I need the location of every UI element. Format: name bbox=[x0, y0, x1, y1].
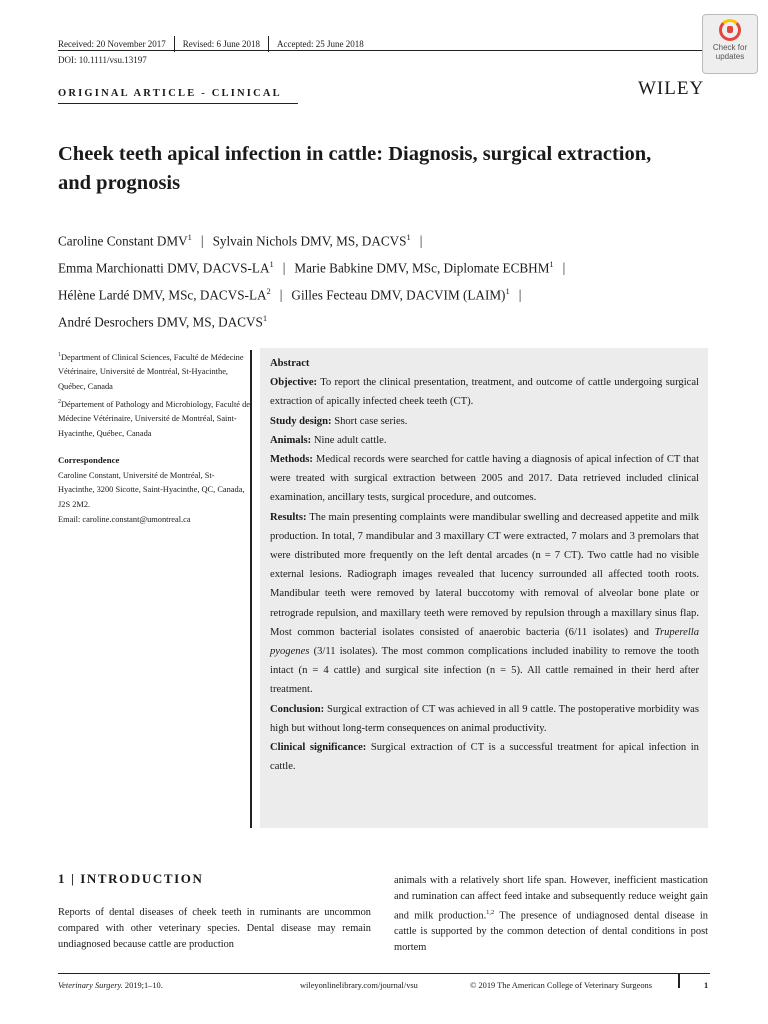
affiliations bbox=[58, 348, 250, 527]
body-text-column-2: animals with a relatively short life span. However, inefficient mastication and rumination can affect feed intake and subsequently reduce weight gain and milk production.$^{1,2}$ The presence of undiagnosed dental disease in cattle is supported by the common detection of dental conditions in post mortem bbox=[394, 875, 708, 954]
affiliation-mark: 1 bbox=[58, 352, 61, 358]
author-separator: | bbox=[200, 233, 204, 249]
abstract-results: Results: The main presenting complaints were mandibular swelling and decreased appetite and milk production. In total, 7 mandibular and 3 maxillary CT were extracted, 7 molars and 3 premolars that were distributed more frequently on the left dental arcades (n = 7 CT). Two cattle had no visible external lesions. Radiograph images revealed that lucency surrounded all affected tooth roots. Mandibular teeth were removed by lateral buccotomy with removal of alveolar bone plate or retrograde repulsion, and maxillary teeth were removed by repulsion through a maxillary sinus flap. Most common bacterial isolates consisted of anaerobic bacteria (6/11 isolates) and Truperella pyogenes (3/11 isolates). The most common complications included inability to remove the tooth intact (n = 4 cattle) and surgical site infection (n = 5). All cattle remained in their herd after treatment. bbox=[270, 511, 699, 696]
crossmark-icon bbox=[719, 19, 741, 41]
author-name[interactable]: Gilles Fecteau DMV, DACVIM (LAIM) bbox=[291, 287, 506, 303]
author-separator: | bbox=[518, 287, 522, 303]
author-name[interactable]: André Desrochers DMV, MS, DACVS bbox=[58, 314, 263, 330]
footer-rule bbox=[58, 973, 710, 974]
check-for-updates-badge[interactable] bbox=[702, 14, 758, 74]
correspondence-address: Caroline Constant, Université de Montréal, St-Hyacinthe, 3200 Sicotte, Saint-Hyacinthe, QC, Canada, J2S 2M2. bbox=[58, 470, 245, 509]
column-divider bbox=[250, 350, 252, 828]
abstract-animals: Animals: Nine adult cattle. bbox=[270, 434, 387, 446]
author-affiliation-mark: 2 bbox=[266, 285, 271, 296]
badge-line-2: updates bbox=[715, 52, 745, 61]
correspondence-heading: Correspondence bbox=[58, 455, 120, 466]
publisher-logo: WILEY bbox=[638, 78, 705, 99]
abstract-objective: Objective: To report the clinical presentation, treatment, and outcome of cattle undergoing surgical extraction of apically infected cheek teeth (CT). bbox=[270, 377, 699, 408]
article-title: Cheek teeth apical infection in cattle: Diagnosis, surgical extraction, and prognosis bbox=[58, 143, 652, 194]
author-line bbox=[58, 307, 718, 334]
author-affiliation-mark: 1 bbox=[187, 232, 192, 242]
abstract-significance: Clinical significance: Surgical extraction of CT is a successful treatment for apical infection in cattle. bbox=[270, 742, 699, 773]
page-number: 1 bbox=[704, 981, 709, 990]
header-rule bbox=[58, 50, 710, 51]
citation-reference[interactable]: 1,2 bbox=[486, 909, 495, 916]
affiliation-1 bbox=[58, 348, 250, 395]
abstract-heading: Abstract bbox=[270, 358, 310, 369]
accepted-date: Accepted: 25 June 2018 bbox=[276, 39, 364, 49]
affiliation-mark: 2 bbox=[58, 398, 61, 405]
author-affiliation-mark: 1 bbox=[549, 258, 554, 269]
author-line bbox=[58, 253, 718, 280]
author-name[interactable]: Caroline Constant DMV bbox=[58, 233, 188, 249]
revised-date: Revised: 6 June 2018 bbox=[182, 39, 260, 49]
abstract-box bbox=[260, 348, 708, 828]
abstract-methods: Methods: Medical records were searched for cattle having a diagnosis of apical infection of CT that were treated with surgical extraction between 2005 and 2017. Data retrieved included clinical examination, ancillary tests, surgical procedure, and outcomes. bbox=[270, 454, 700, 504]
affiliation-2 bbox=[58, 395, 250, 442]
author-separator: | bbox=[562, 260, 566, 276]
author-affiliation-mark: 1 bbox=[269, 258, 274, 269]
footer-url[interactable]: wileyonlinelibrary.com/journal/vsu bbox=[300, 981, 418, 990]
author-name[interactable]: Emma Marchionatti DMV, DACVS-LA bbox=[58, 260, 270, 276]
author-name[interactable]: Hélène Lardé DMV, MSc, DACVS-LA bbox=[58, 287, 267, 303]
author-affiliation-mark: 1 bbox=[262, 312, 268, 323]
author-name[interactable]: Sylvain Nichols DMV, MS, DACVS bbox=[212, 233, 407, 249]
author-separator: | bbox=[419, 233, 423, 249]
footer-copyright: © 2019 The American College of Veterinary Surgeons bbox=[470, 981, 652, 990]
affiliation-text: Département of Pathology and Microbiology, Faculté de Médecine Vétérinaire, Université de Montréal, Saint-Hyacinthe, Québec, Canada bbox=[58, 399, 251, 438]
author-affiliation-mark: 1 bbox=[505, 285, 510, 296]
badge-line-1: Check for bbox=[712, 43, 748, 52]
received-date: Received: 20 November 2017 bbox=[58, 39, 166, 49]
correspondence-email[interactable]: Email: caroline.constant@umontreal.ca bbox=[58, 514, 191, 524]
abstract-design: Study design: Short case series. bbox=[270, 415, 408, 427]
author-name[interactable]: Marie Babkine DMV, MSc, Diplomate ECBHM bbox=[294, 260, 550, 276]
author-separator: | bbox=[279, 287, 283, 303]
spacer bbox=[58, 441, 250, 453]
author-line bbox=[58, 280, 718, 307]
footer-journal: Veterinary Surgery. 2019;1–10. bbox=[58, 981, 163, 990]
article-type: ORIGINAL ARTICLE - CLINICAL bbox=[58, 88, 282, 99]
author-separator: | bbox=[282, 260, 286, 276]
footer-divider bbox=[678, 974, 680, 988]
author-affiliation-mark: 1 bbox=[406, 232, 411, 242]
section-heading-introduction: 1 | INTRODUCTION bbox=[58, 871, 204, 886]
body-text-column-1: Reports of dental diseases of cheek teeth in ruminants are uncommon compared with other veterinary species. Dental disease may remain undiagnosed because cattle are production bbox=[58, 907, 371, 950]
author-line bbox=[58, 226, 718, 253]
author-list bbox=[58, 226, 718, 334]
article-type-rule bbox=[58, 103, 298, 104]
doi[interactable]: DOI: 10.1111/vsu.13197 bbox=[58, 55, 147, 65]
abstract-conclusion: Conclusion: Surgical extraction of CT was achieved in all 9 cattle. The postoperative morbidity was high but without long-term consequences on animal productivity. bbox=[270, 703, 699, 734]
affiliation-text: Department of Clinical Sciences, Faculté de Médecine Vétérinaire, Université de Montréal, St-Hyacinthe, Québec, Canada bbox=[58, 352, 244, 391]
